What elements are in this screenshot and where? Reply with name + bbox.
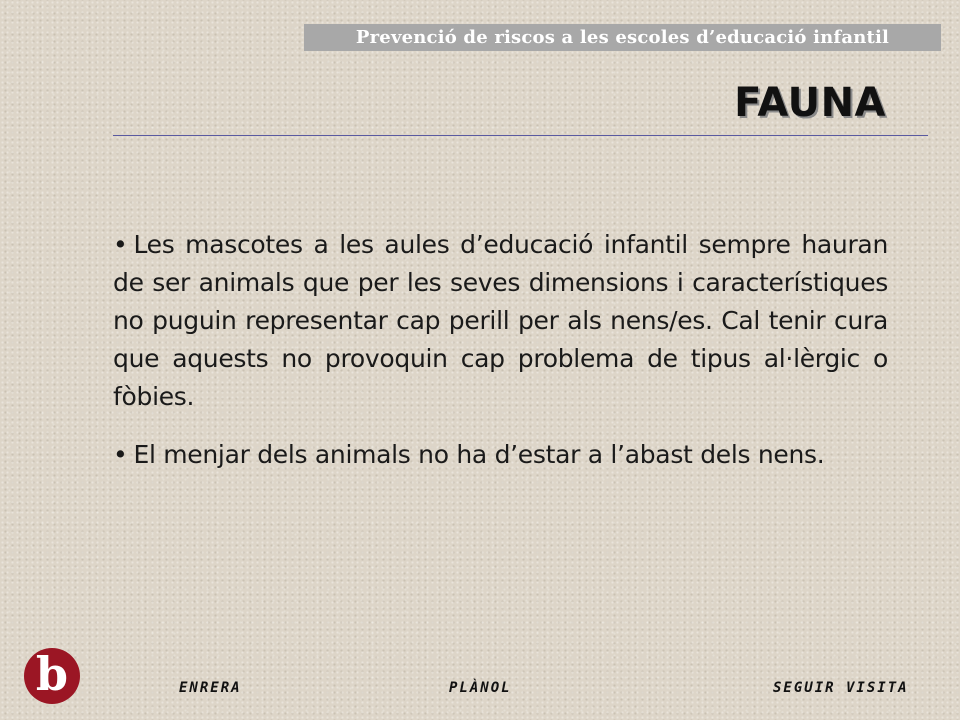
title-divider [113, 135, 928, 136]
bullet-marker: • [113, 230, 128, 259]
slide-body [113, 226, 888, 494]
map-link[interactable]: PLÀNOL [449, 680, 512, 696]
bullet-marker: • [113, 440, 128, 469]
bullet-text: Les mascotes a les aules d’educació infantil sempre hauran de ser animals que per les seves dimensions i característiques no puguin representar cap perill per als nens/es. Cal tenir cura que aquests no provoquin cap problema de tipus al·lèrgic o fòbies. [113, 230, 888, 411]
slide-title: FAUNA [734, 80, 886, 126]
header-title: Prevenció de riscos a les escoles d’educació infantil [355, 27, 890, 48]
back-link[interactable]: ENRERA [179, 680, 242, 696]
logo-letter: b [35, 647, 69, 701]
bullet-item [113, 226, 888, 416]
continue-visit-link[interactable]: SEGUIR VISITA [773, 680, 909, 696]
bullet-item [113, 436, 888, 474]
header-bar [304, 24, 941, 51]
logo-badge [24, 648, 80, 704]
bullet-text: El menjar dels animals no ha d’estar a l’abast dels nens. [133, 440, 825, 469]
